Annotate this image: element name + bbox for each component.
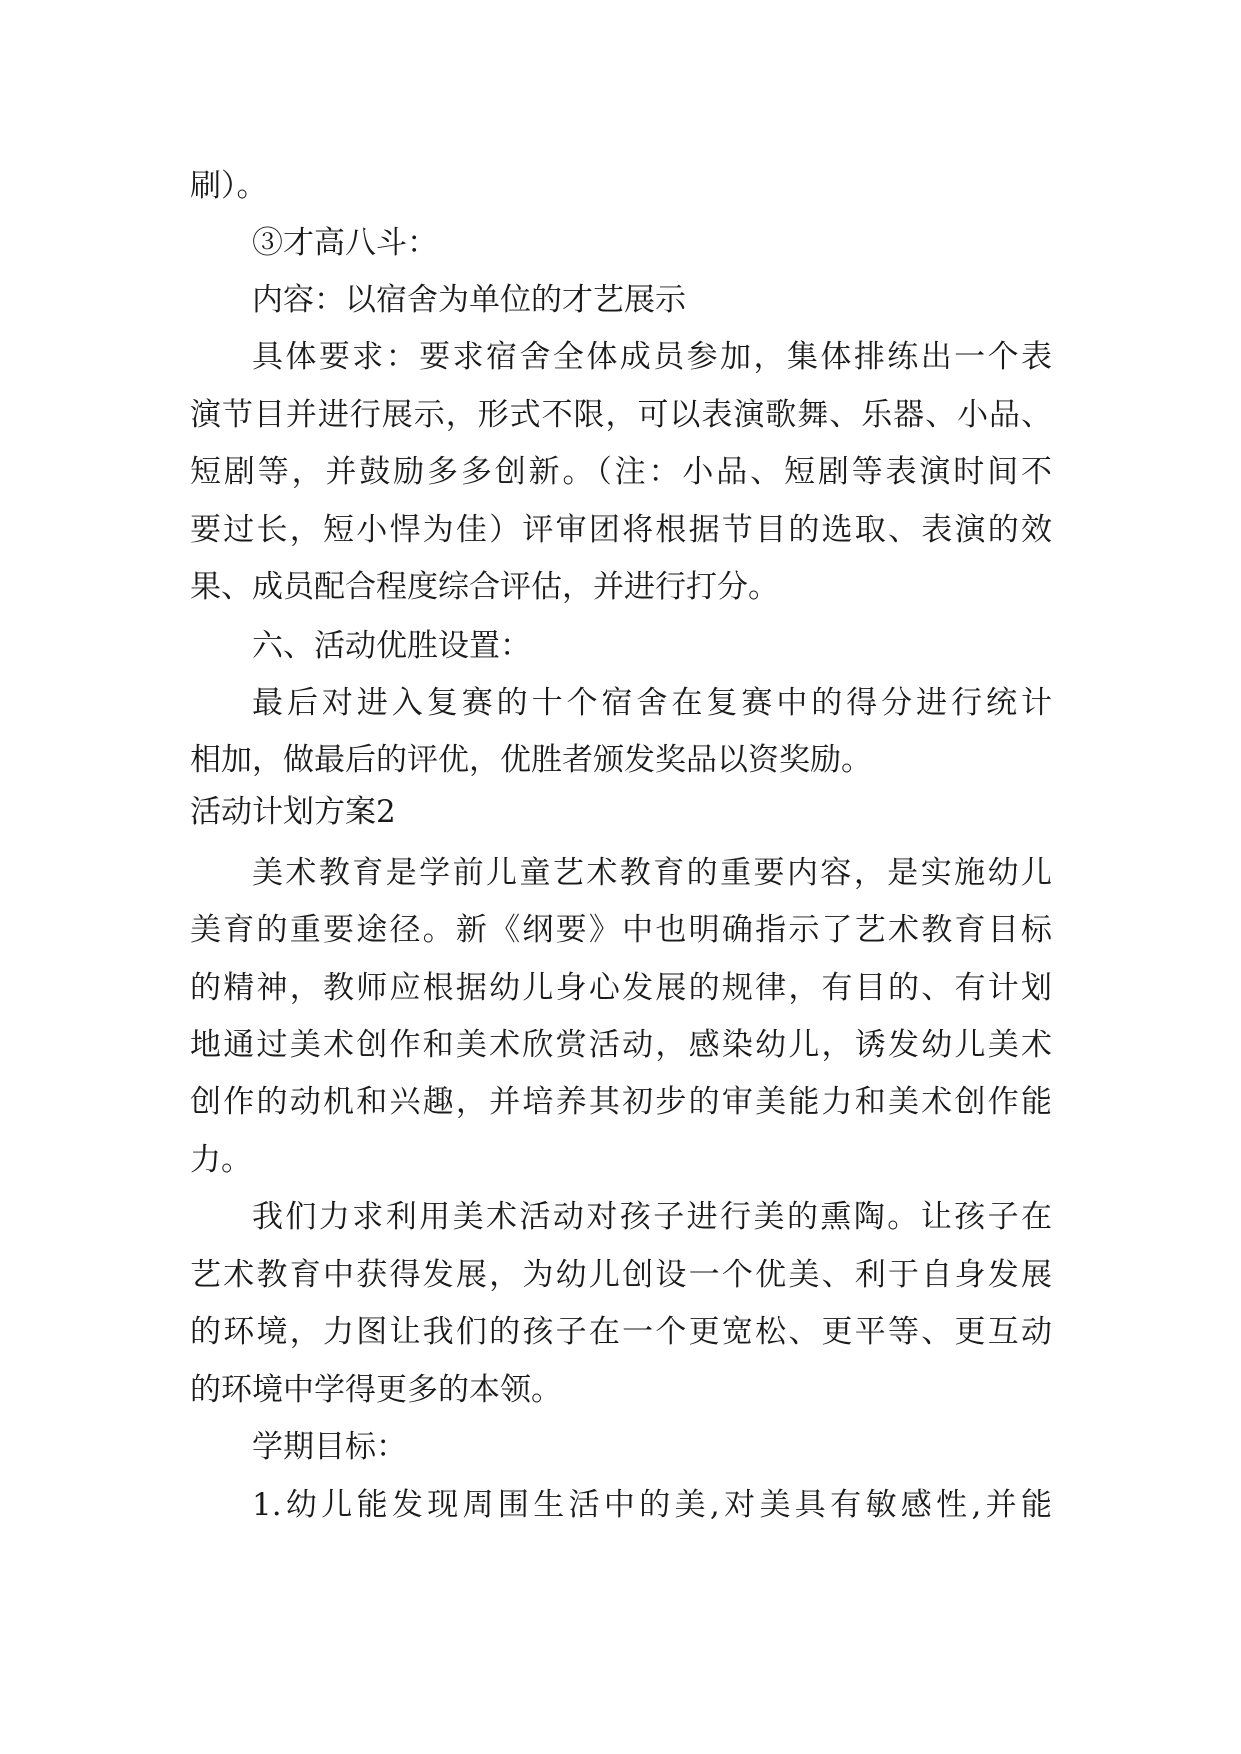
text-line: 艺术教育中获得发展，为幼儿创设一个优美、利于自身发展 bbox=[190, 1257, 1052, 1293]
text-line: 的环境，力图让我们的孩子在一个更宽松、更平等、更互动 bbox=[190, 1314, 1052, 1350]
text-line: 创作的动机和兴趣，并培养其初步的审美能力和美术创作能 bbox=[190, 1084, 1052, 1120]
text-line: 相加，做最后的评优，优胜者颁发奖品以资奖励。 bbox=[190, 742, 872, 778]
text-line: 学期目标： bbox=[252, 1429, 407, 1465]
text-line: 1.幼儿能发现周围生活中的美,对美具有敏感性,并能 bbox=[252, 1487, 1052, 1523]
text-line: ③才高八斗： bbox=[252, 225, 438, 261]
text-line: 力。 bbox=[190, 1142, 252, 1178]
text-line: 内容：以宿舍为单位的才艺展示 bbox=[252, 282, 686, 318]
text-line: 演节目并进行展示，形式不限，可以表演歌舞、乐器、小品、 bbox=[190, 397, 1052, 433]
text-line: 美术教育是学前儿童艺术教育的重要内容，是实施幼儿 bbox=[252, 855, 1052, 891]
text-line: 地通过美术创作和美术欣赏活动，感染幼儿，诱发幼儿美术 bbox=[190, 1027, 1052, 1063]
section-heading: 活动计划方案2 bbox=[190, 794, 396, 830]
text-line: 刷）。 bbox=[190, 168, 268, 204]
text-line: 具体要求：要求宿舍全体成员参加，集体排练出一个表 bbox=[252, 339, 1052, 375]
text-line: 最后对进入复赛的十个宿舍在复赛中的得分进行统计 bbox=[252, 685, 1052, 721]
text-line: 果、成员配合程度综合评估，并进行打分。 bbox=[190, 569, 779, 605]
text-line: 的精神，教师应根据幼儿身心发展的规律，有目的、有计划 bbox=[190, 970, 1052, 1006]
text-line: 六、活动优胜设置： bbox=[252, 628, 531, 664]
text-line: 美育的重要途径。新《纲要》中也明确指示了艺术教育目标 bbox=[190, 912, 1052, 948]
text-line: 我们力求利用美术活动对孩子进行美的熏陶。让孩子在 bbox=[252, 1199, 1052, 1235]
text-line: 短剧等，并鼓励多多创新。（注：小品、短剧等表演时间不 bbox=[190, 454, 1052, 490]
text-line: 的环境中学得更多的本领。 bbox=[190, 1372, 562, 1408]
text-line: 要过长，短小悍为佳）评审团将根据节目的选取、表演的效 bbox=[190, 512, 1052, 548]
